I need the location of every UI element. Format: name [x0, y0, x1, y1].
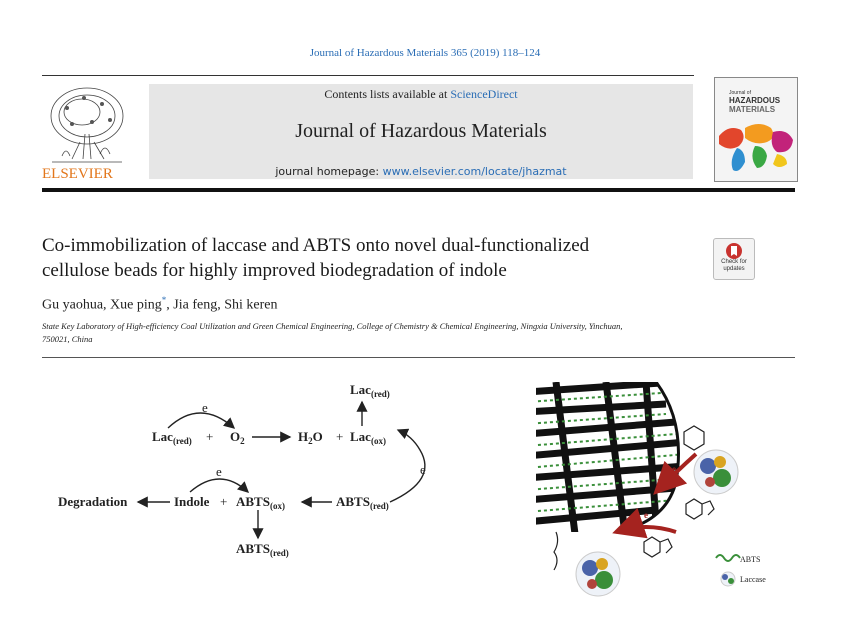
reaction-scheme [40, 370, 460, 570]
abts-red-bottom-label: $ABTS_{(red)}$ [236, 541, 289, 558]
plus-2: + [336, 429, 344, 444]
laccase-enzyme-1 [694, 450, 738, 494]
homepage-prefix: journal homepage: [275, 165, 383, 178]
journal-title: Journal of Hazardous Materials [295, 120, 547, 142]
abts-red-right-label: $ABTS_{(red)}$ [336, 494, 389, 511]
o2-label: $O_2$ [230, 429, 245, 446]
degradation-label: Degradation [58, 494, 128, 509]
cover-line2: HAZARDOUS [729, 96, 781, 105]
header-thick-rule [42, 188, 795, 192]
laccase-enzyme-2 [576, 552, 620, 596]
check-line-1: Check for [721, 259, 747, 265]
homepage-line [149, 165, 693, 178]
lac-ox-label: Lac$_{(ox)}$ [350, 429, 386, 446]
publisher-name: ELSEVIER [42, 166, 113, 182]
check-for-updates-button[interactable] [713, 238, 755, 280]
corresponding-author-mark[interactable]: * [161, 295, 167, 305]
plus-3: + [220, 494, 228, 509]
journal-cover-image[interactable] [714, 77, 798, 182]
electron-arrow-1 [168, 413, 234, 428]
authors-part-a: Gu yaohua, Xue ping [42, 297, 162, 313]
affiliation-line-2: 750021, China [42, 334, 93, 344]
title-line-2: cellulose beads for highly improved biodegradation of indole [42, 260, 507, 281]
affiliation [42, 320, 742, 346]
e-label-graphic-2: e [644, 510, 648, 520]
contents-line [149, 87, 693, 102]
article-title [42, 233, 682, 283]
cover-world-map [715, 118, 797, 178]
lac-red-label: Lac$_{(red)}$ [152, 429, 192, 446]
e-label-2: e [216, 464, 222, 479]
elsevier-tree-icon [42, 84, 132, 184]
header-rule [42, 75, 694, 76]
section-rule [42, 357, 795, 358]
cellulose-bead [536, 382, 696, 542]
title-line-1: Co-immobilization of laccase and ABTS onto novel dual-functionalized [42, 235, 590, 256]
abts-ox-label: $ABTS_{(ox)}$ [236, 494, 285, 511]
elsevier-logo[interactable] [42, 84, 132, 184]
abts-legend-swatch [716, 555, 740, 561]
journal-citation[interactable]: Journal of Hazardous Materials 365 (2019) 118–124 [309, 47, 541, 59]
e-label-3: e [420, 462, 426, 477]
electron-arrow-2 [190, 479, 248, 492]
e-label-1: e [202, 400, 208, 415]
indole-label: Indole [174, 494, 210, 509]
check-line-2: updates [723, 266, 745, 272]
e-label-graphic-1: e [672, 464, 676, 474]
contents-prefix: Contents lists available at [324, 87, 451, 101]
affiliation-line-1: State Key Laboratory of High-efficiency Coal Utilization and Green Chemical Engineering, College of Chemistry & Chemical Engineering, Ningxia University, Yinchuan, [42, 321, 623, 331]
bookmark-icon [726, 243, 742, 259]
cover-line3: MATERIALS [729, 105, 776, 114]
cover-title [729, 90, 793, 114]
lac-red-top: Lac$_{(red)}$ [350, 382, 390, 399]
homepage-link[interactable]: www.elsevier.com/locate/jhazmat [382, 165, 567, 178]
authors-part-b: , Jia feng, Shi keren [166, 297, 278, 313]
legend-laccase-label: Laccase [740, 575, 766, 584]
author-list [42, 295, 277, 314]
bead-illustration [536, 382, 786, 598]
laccase-legend-swatch [721, 572, 735, 586]
h2o-label: $H_2O$ [298, 429, 323, 446]
legend-abts-label: ABTS [740, 555, 761, 564]
sciencedirect-link[interactable]: ScienceDirect [450, 87, 518, 101]
cover-line1: Journal of [729, 90, 751, 96]
plus-1: + [206, 429, 214, 444]
